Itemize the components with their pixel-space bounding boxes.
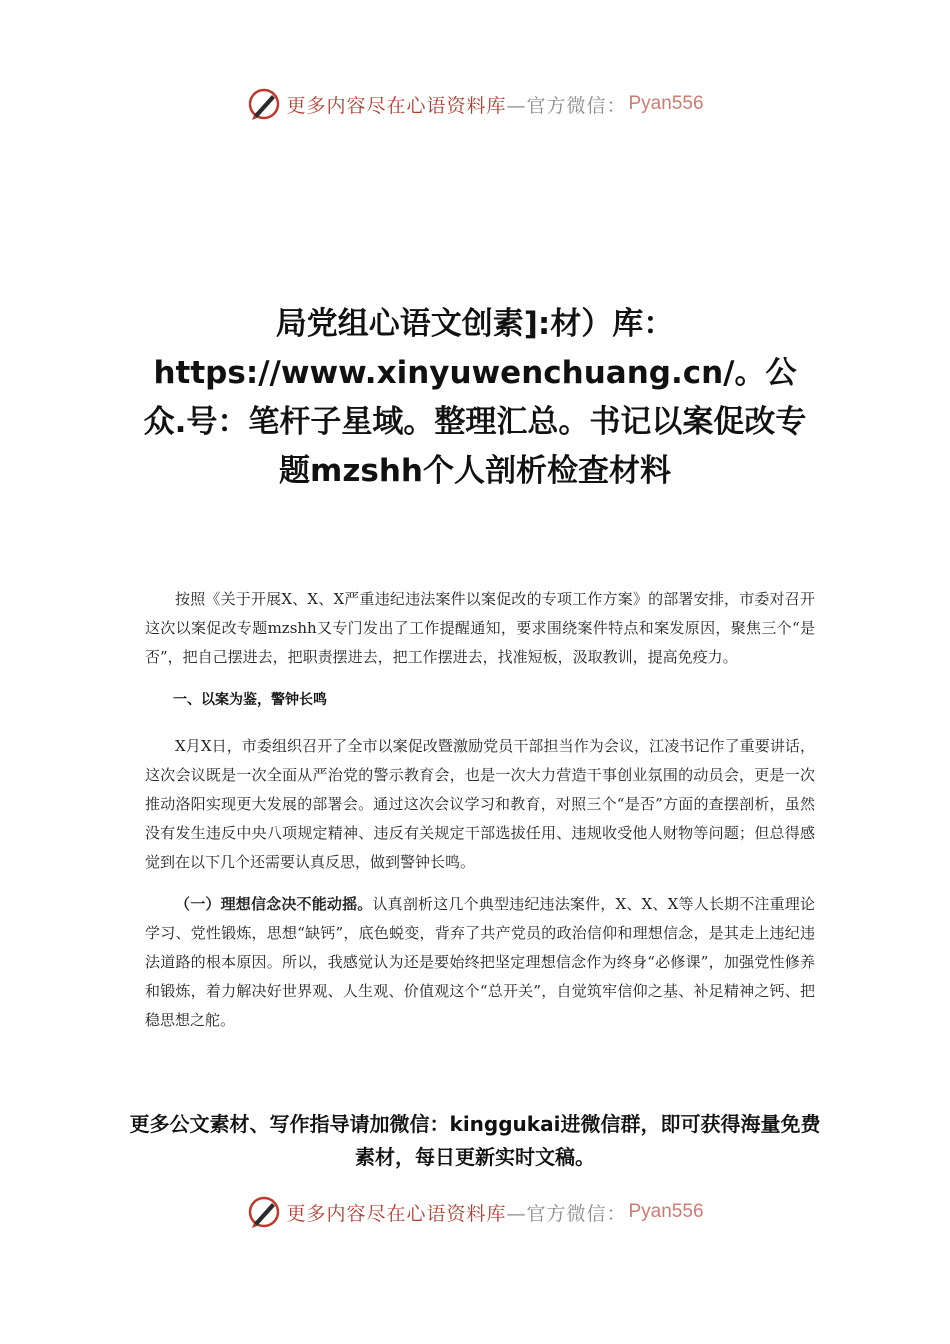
document-body [145, 585, 815, 1035]
banner-brand: 更多内容尽在心语资料库 [286, 1202, 507, 1225]
banner-brand: 更多内容尽在心语资料库 [286, 94, 507, 117]
banner-wechat-id: Pyan556 [628, 93, 704, 114]
document-title: 局党组心语文创素]:材）库：https://www.xinyuwenchuang.cn/。公众.号：笔杆子星域。整理汇总。书记以案促改专题mzshh个人剖析检查材料 [143, 306, 807, 489]
banner-official: —官方微信： [506, 1202, 627, 1225]
section-1-heading: 一、以案为鉴，警钟长鸣 [173, 692, 327, 708]
section-1-paragraph: X月X日，市委组织召开了全市以案促改暨激励党员干部担当作为会议，江凌书记作了重要讲话，这次会议既是一次全面从严治党的警示教育会，也是一次大力营造干事创业氛围的动员会，更是一次推动洛阳实现更大发展的部署会。通过这次会议学习和教育，对照三个“是否”方面的查摆剖析，虽然没有发生违反中央八项规定精神、违反有关规定干部选拔任用、违规收受他人财物等问题；但总得感觉到在以下几个还需要认真反思，做到警钟长鸣。 [145, 737, 815, 871]
banner-official: —官方微信： [506, 94, 627, 117]
subsection-1-body: 认真剖析这几个典型违纪违法案件，X、X、X等人长期不注重理论学习、党性锻炼，思想“缺钙”，底色蜕变，背弃了共产党员的政治信仰和理想信念，是其走上违纪违法道路的根本原因。所以，我感觉认为还是要始终把坚定理想信念作为终身“必修课”，加强党性修养和锻炼，着力解决好世界观、人生观、价值观这个“总开关”，自觉筑牢信仰之基、补足精神之钙、把稳思想之舵。 [145, 895, 815, 1029]
intro-paragraph: 按照《关于开展X、X、X严重违纪违法案件以案促改的专项工作方案》的部署安排，市委对召开这次以案促改专题mzshh又专门发出了工作提醒通知，要求围绕案件特点和案发原因，聚焦三个“是否”，把自己摆进去，把职责摆进去，把工作摆进去，找准短板，汲取教训，提高免疫力。 [145, 590, 815, 666]
pen-logo-icon [246, 1194, 282, 1230]
footer-banner [0, 1190, 950, 1234]
pen-logo-icon [246, 86, 282, 122]
subsection-1-paragraph [145, 890, 815, 1035]
banner-wechat-id: Pyan556 [628, 1201, 704, 1222]
header-banner [0, 82, 950, 126]
promo-text: 更多公文素材、写作指导请加微信：kinggukai进微信群，即可获得海量免费素材，每日更新实时文稿。 [129, 1112, 821, 1169]
subsection-1-lead: （一）理想信念决不能动摇。 [175, 895, 373, 913]
